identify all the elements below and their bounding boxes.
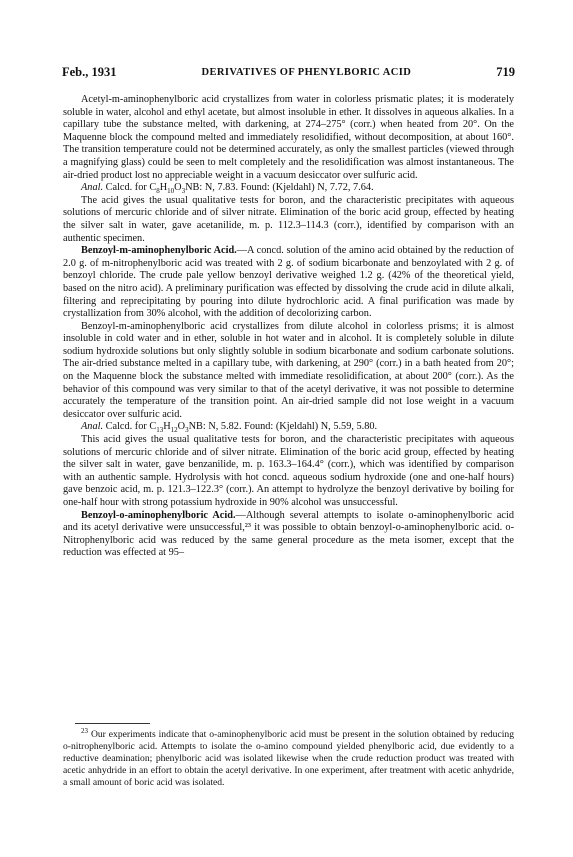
paragraph-benzoyl-meta-properties: Benzoyl-m-aminophenylboric acid crystallizes from dilute alcohol in colorless prisms; it is almost insoluble in cold water and in ether, soluble in hot water and in alcohol. It is completely soluble in dilute sodium hydroxide solutions but only slightly soluble in sodium bicarbonate and sodium carbonate solutions. The air-dried substance melted in a capillary tube, with darkening, at 290° (corr.) in a bath heated from 20°; on the Maquenne block the substance melted with immediate resolidification, at about 200° (corr.). As the behavior of this compound was very similar to that of the acetyl derivative, it was not possible to determine accurately the temperature of the transition point. An air-dried sample did not lose weight in a vacuum desiccator over sulfuric acid. [63,320,514,420]
paragraph-text: —A concd. solution of the amino acid obtained by the reduction of 2.0 g. of m-nitrophenylboric acid was treated with 2 g. of sodium bicarbonate and benzoylated with 2 g. of benzoyl chloride. The crude pale yellow benzoyl derivative weighed 1.2 g. (42% of the theoretical yield, based on the nitro acid). A preliminary purification was effected by dissolving the crude acid in dilute alkali, filtering and reprecipitating by pouring into dilute hydrochloric acid. A final purification was made by crystallization from 30% alcohol, with the addition of decolorizing carbon. [63,245,514,320]
analysis-line-2 [63,421,514,434]
analysis-text: Calcd. for $C_8H_{10}O_3NB$: N, 7.83. Found: (Kjeldahl) N, 7.72, 7.64. [105,182,374,196]
paragraph-acetyl-properties: Acetyl-m-aminophenylboric acid crystallizes from water in colorless prismatic plates; it is moderately soluble in water, alcohol and ethyl acetate, but almost insoluble in ether. It dissolves in aqueous alkalies. In a capillary tube the substance melted, with darkening, at 274–275° (corr.) when heated from 20°. On the Maquenne block the compound melted and immediately resolidified, without decomposition, at about 160°. The transition temperature could not be determined accurately, as only the smallest particles (viewed through a magnifying glass) could be seen to melt completely and the resolidification was almost instantaneous. The air-dried product lost no appreciable weight in a vacuum desiccator over sulfuric acid. [63,94,514,181]
paragraph-benzoyl-ortho [63,510,514,560]
analysis-label: Anal. [81,182,104,194]
analysis-line-1 [63,182,514,195]
article-body [63,94,514,560]
footnote-text: Our experiments indicate that o-aminophenylboric acid must be present in the solution obtained by reducing o-nitrophenylboric acid. Attempts to isolate the o-amino compound yielded phenylboric acid, due evidently to a reductive deamination; phenylboric acid was isolated likewise when the crude reduction product was treated with acetic anhydride in an effort to obtain the acetyl derivative. In one experiment, after treatment with acetic anhydride, a small amount of boric acid was isolated. [63,729,514,788]
issue-date: Feb., 1931 [62,64,117,79]
page-number: 719 [496,64,515,79]
footnote-marker: 23 [81,726,88,735]
footnote-rule [75,723,150,724]
paragraph-benzoyl-meta-prep [63,245,514,321]
running-title: DERIVATIVES OF PHENYLBORIC ACID [201,66,412,78]
analysis-text: Calcd. for $C_{13}H_{12}O_3NB$: N, 5.82. Found: (Kjeldahl) N, 5.59, 5.80. [105,421,378,435]
running-header [62,64,515,80]
section-heading-benzoyl-ortho: Benzoyl-o-aminophenylboric Acid. [81,509,236,521]
footnote [63,726,514,789]
section-heading-benzoyl-meta: Benzoyl-m-aminophenylboric Acid. [81,245,237,257]
paragraph-benzoyl-meta-tests: This acid gives the usual qualitative tests for boron, and the characteristic precipitates with aqueous solutions of mercuric chloride and of silver nitrate. Elimination of the boric acid group, effected by heating the silver salt in water, gave benzanilide, m. p. 163.3–164.4° (corr.), which was identified by comparison with an authentic sample. Hydrolysis with hot concd. aqueous sodium hydroxide (one and one-half hours) gave benzoic acid, m. p. 121.3–122.3° (corr.). An attempt to hydrolyze the benzoyl derivative by boiling for one-half hour with strong potassium hydroxide in 90% alcohol was unsuccessful. [63,434,514,508]
analysis-label: Anal. [81,421,104,433]
paragraph-acetyl-tests: The acid gives the usual qualitative tests for boron, and the characteristic precipitates with aqueous solutions of mercuric chloride and of silver nitrate. Elimination of the boric acid group, effected by heating the silver salt in water, gave acetanilide, m. p. 112.3–114.3 (corr.), identified by comparison with an authentic specimen. [63,194,514,244]
paragraph-text: —Although several attempts to isolate o-aminophenylboric acid and its acetyl derivative were unsuccessful,²³ it was possible to obtain benzoyl-o-aminophenylboric acid. o-Nitrophenylboric acid was reduced by the same general procedure as the meta isomer, except that the reduction was effected at 95– [63,509,514,559]
